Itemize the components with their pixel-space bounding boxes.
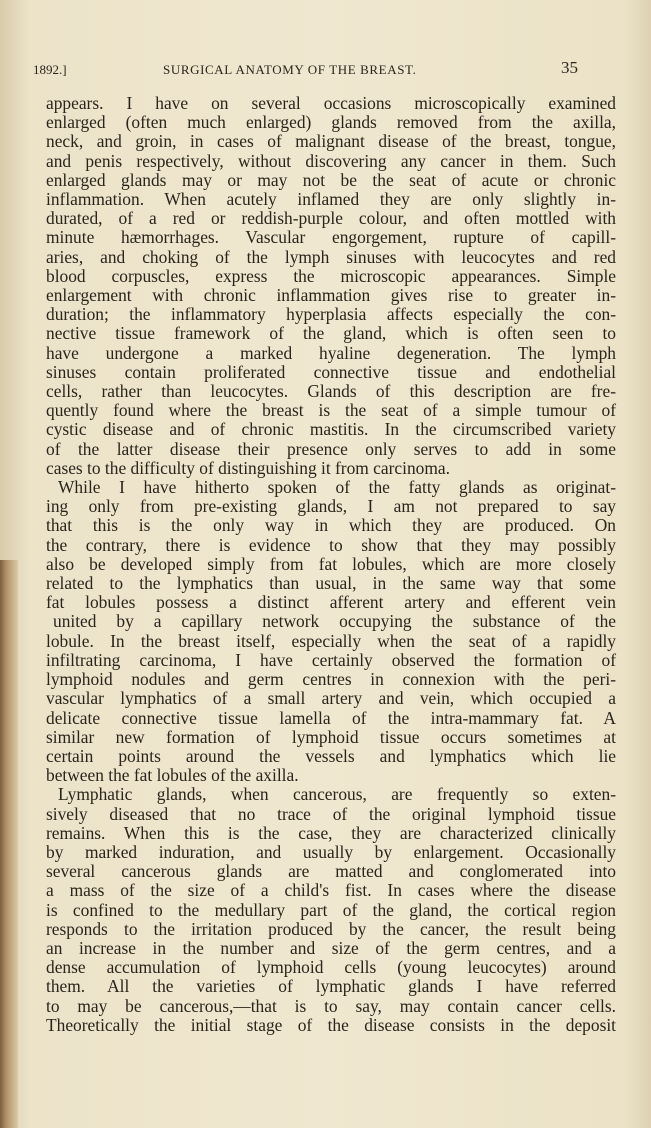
text-line: related to the lymphatics than usual, in the same way that some <box>46 573 616 594</box>
header-year: 1892.] <box>33 62 67 77</box>
page-number: 35 <box>561 58 578 77</box>
text-line: durated, of a red or reddish-purple colour, and often mottled with <box>46 208 616 229</box>
page-spine-shadow <box>0 560 18 1128</box>
text-line: neck, and groin, in cases of malignant disease of the breast, tongue, <box>46 131 616 152</box>
paragraph-start-line: Lymphatic glands, when cancerous, are frequently so exten- <box>58 784 616 805</box>
paragraph-start-line: While I have hitherto spoken of the fatty glands as originat- <box>58 477 616 498</box>
text-line: them. All the varieties of lymphatic glands I have referred <box>46 976 616 997</box>
text-line: quently found where the breast is the seat of a simple tumour of <box>46 400 616 421</box>
text-line: is confined to the medullary part of the gland, the cortical region <box>46 899 616 920</box>
text-line: by marked induration, and usually by enlargement. Occasionally <box>46 841 616 862</box>
text-line: several cancerous glands are matted and conglomerated into <box>46 861 616 882</box>
text-line: Theoretically the initial stage of the disease consists in the deposit <box>46 1014 616 1035</box>
text-line: infiltrating carcinoma, I have certainly observed the formation of <box>46 649 616 670</box>
body-text <box>46 94 616 1035</box>
text-line: lymphoid nodules and germ centres in connexion with the peri- <box>46 669 616 690</box>
text-line: duration; the inflammatory hyperplasia affects especially the con- <box>46 304 616 325</box>
text-line: responds to the irritation produced by the cancer, the result being <box>46 918 616 939</box>
text-line: similar new formation of lymphoid tissue occurs sometimes at <box>46 726 616 747</box>
text-line: a mass of the size of a child's fist. In cases where the disease <box>46 880 616 901</box>
text-line: enlarged glands may or may not be the seat of acute or chronic <box>46 169 616 190</box>
text-line: of the latter disease their presence only serves to add in some <box>46 438 616 459</box>
text-line: blood corpuscles, express the microscopic appearances. Simple <box>46 265 616 286</box>
text-line: and penis respectively, without discovering any cancer in them. Such <box>46 150 616 171</box>
paragraph-end-line: between the fat lobules of the axilla. <box>46 765 299 786</box>
text-line: to may be cancerous,—that is to say, may contain cancer cells. <box>46 995 616 1016</box>
text-line: delicate connective tissue lamella of the intra-mammary fat. A <box>46 707 616 728</box>
text-line: the contrary, there is evidence to show that they may possibly <box>46 534 616 555</box>
text-line: an increase in the number and size of the germ centres, and a <box>46 937 616 958</box>
text-line: dense accumulation of lymphoid cells (young leucocytes) around <box>46 957 616 978</box>
running-header <box>33 56 578 86</box>
text-line: remains. When this is the case, they are characterized clinically <box>46 822 616 843</box>
text-line: certain points around the vessels and lymphatics which lie <box>46 745 616 766</box>
text-line: vascular lymphatics of a small artery and vein, which occupied a <box>46 688 616 709</box>
text-line: that this is the only way in which they are produced. On <box>46 515 616 536</box>
text-line: fat lobules possess a distinct afferent artery and efferent vein <box>46 592 616 613</box>
text-line: appears. I have on several occasions microscopically examined <box>46 93 616 113</box>
text-line: enlarged (often much enlarged) glands removed from the axilla, <box>46 112 616 133</box>
text-line: cells, rather than leucocytes. Glands of this description are fre- <box>46 381 616 402</box>
running-title: SURGICAL ANATOMY OF THE BREAST. <box>163 62 417 77</box>
text-line: also be developed simply from fat lobules, which are more closely <box>46 553 616 574</box>
paragraph-end-line: cases to the difficulty of distinguishing it from carcinoma. <box>46 457 450 478</box>
text-line: ing only from pre-existing glands, I am not prepared to say <box>46 496 616 517</box>
text-line: nective tissue framework of the gland, which is often seen to <box>46 323 616 344</box>
text-line: inflammation. When acutely inflamed they are only slightly in- <box>46 189 616 210</box>
text-line: lobule. In the breast itself, especially when the seat of a rapidly <box>46 630 616 651</box>
text-line: sively diseased that no trace of the original lymphoid tissue <box>46 803 616 824</box>
text-line: sinuses contain proliferated connective tissue and endothelial <box>46 361 616 382</box>
text-line: have undergone a marked hyaline degeneration. The lymph <box>46 342 616 363</box>
text-line: minute hæmorrhages. Vascular engorgement, rupture of capill- <box>46 227 616 248</box>
text-line: enlargement with chronic inflammation gives rise to greater in- <box>46 285 616 306</box>
text-line: cystic disease and of chronic mastitis. In the circumscribed variety <box>46 419 616 440</box>
text-line: united by a capillary network occupying the substance of the <box>53 611 616 632</box>
text-line: aries, and choking of the lymph sinuses with leucocytes and red <box>46 246 616 267</box>
